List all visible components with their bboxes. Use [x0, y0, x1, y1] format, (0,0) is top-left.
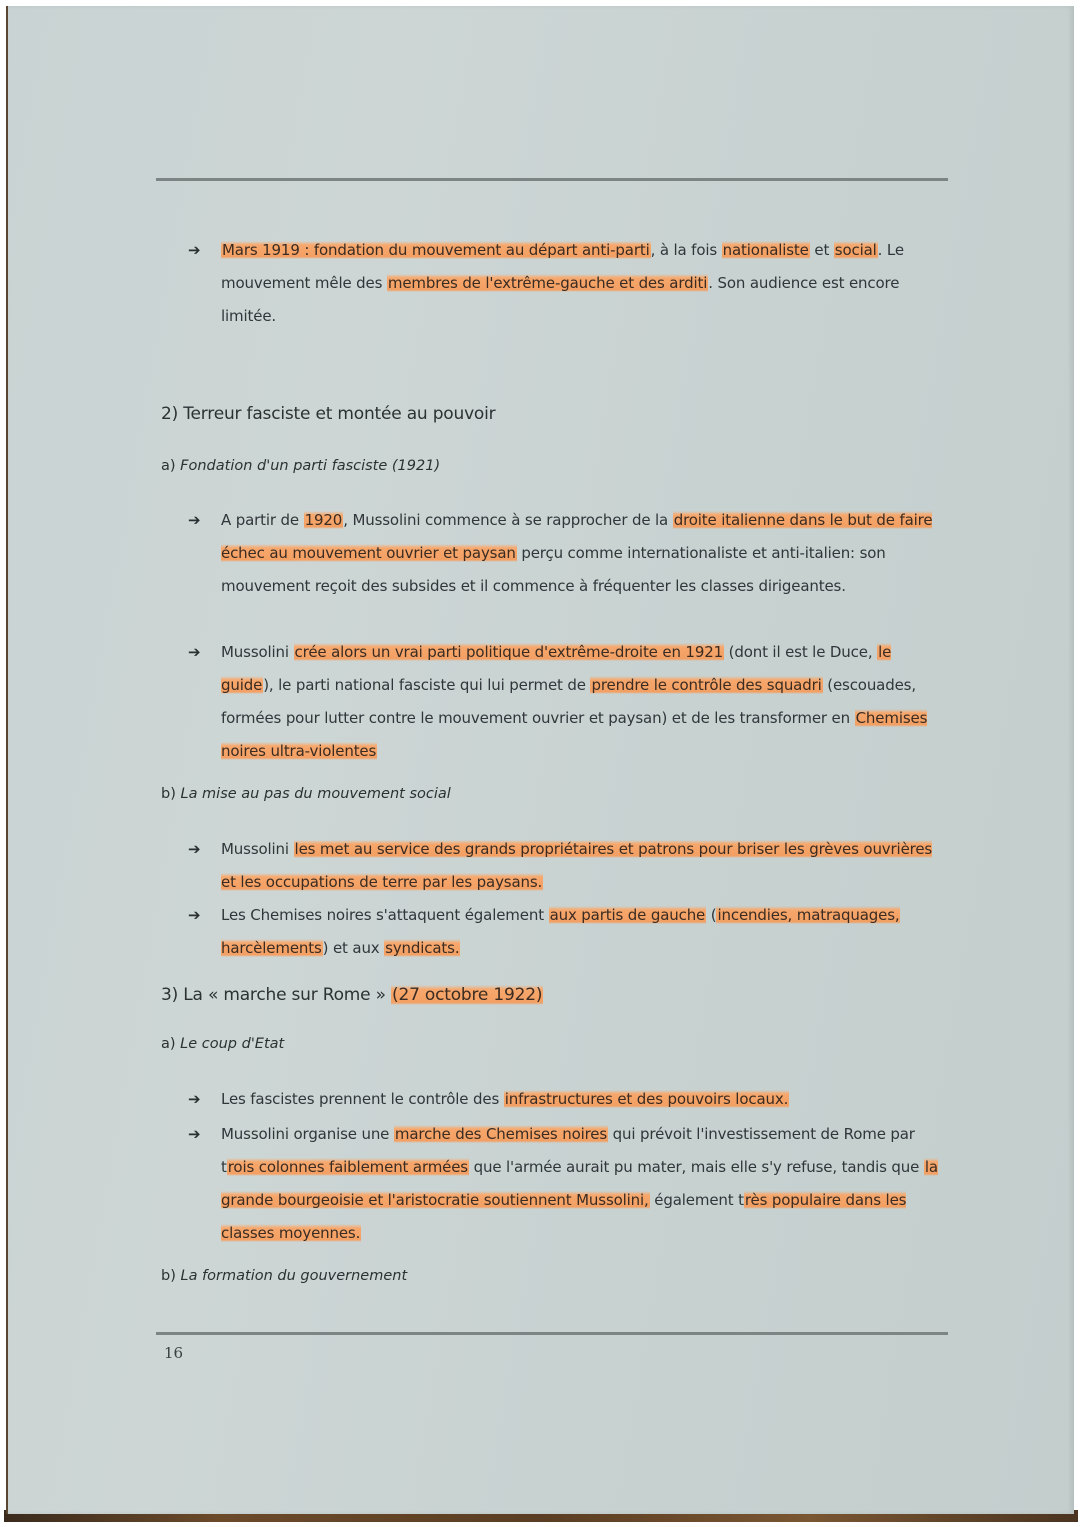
bullet-text: [221, 636, 938, 768]
highlighted-text: la grande bourgeoisie et l'aristocratie soutiennent Mussolini,: [221, 1158, 938, 1209]
arrow-right-icon: ➔: [188, 643, 201, 661]
highlighted-text: aux partis de gauche: [549, 906, 706, 924]
plain-text: ), le parti national fasciste qui lui permet de: [263, 676, 591, 694]
highlighted-text: droite italienne dans le but de faire échec au mouvement ouvrier et paysan: [221, 511, 933, 562]
highlighted-text: nationaliste: [722, 241, 809, 259]
plain-text: que l'armée aurait pu mater, mais elle s'y refuse, tandis que: [468, 1158, 924, 1176]
arrow-right-icon: ➔: [188, 241, 201, 259]
highlighted-text: rois colonnes faiblement armées: [227, 1158, 468, 1176]
highlighted-text: marche des Chemises noires: [394, 1125, 608, 1143]
plain-text: . Son audience est encore limitée.: [221, 274, 900, 325]
bullet-3a-2: [188, 1118, 938, 1250]
plain-text: et: [809, 241, 834, 259]
bullet-text: [221, 504, 938, 603]
highlighted-text: les met au service des grands propriétaires et patrons pour briser les grèves ouvrières et les occupations de terre par les paysans.: [221, 840, 933, 891]
highlighted-text: infrastructures et des pouvoirs locaux.: [504, 1090, 789, 1108]
bullet-2a-1: [188, 504, 938, 603]
page-number: 16: [164, 1344, 184, 1362]
plain-text: , à la fois: [650, 241, 722, 259]
bullet-text: [221, 1118, 938, 1250]
section-3a-label: a): [161, 1036, 181, 1052]
highlighted-text: 1920: [304, 511, 343, 529]
arrow-right-icon: ➔: [188, 906, 201, 924]
paper-page: [6, 6, 1074, 1514]
bullet-text: [221, 1083, 938, 1116]
section-3-title: [161, 985, 543, 1005]
plain-text: ) et aux: [322, 939, 385, 957]
highlighted-text: Chemises noires ultra-violentes: [221, 709, 928, 760]
highlighted-text: incendies, matraquages, harcèlements: [221, 906, 900, 957]
highlighted-text: crée alors un vrai parti politique d'extrême-droite en 1921: [294, 643, 723, 661]
plain-text: perçu comme internationaliste et anti-italien: son mouvement reçoit des subsides et il commence à fréquenter les classes dirigeantes.: [221, 544, 886, 595]
section-3b-heading: [161, 1268, 407, 1284]
section-3a-heading: [161, 1036, 284, 1052]
arrow-right-icon: ➔: [188, 840, 201, 858]
section-2a-label: a): [161, 458, 181, 474]
section-2b-heading: [161, 786, 451, 802]
plain-text: qui prévoit l'investissement de Rome par t: [221, 1125, 915, 1176]
section-3b-label: b): [161, 1268, 181, 1284]
section-2a-title: Fondation d'un parti fasciste (1921): [180, 458, 441, 474]
section-3-date-highlight: (27 octobre 1922): [392, 985, 543, 1005]
section-2-title: 2) Terreur fasciste et montée au pouvoir: [161, 404, 496, 424]
plain-text: également t: [649, 1191, 744, 1209]
plain-text: Mussolini organise une: [221, 1125, 394, 1143]
section-2a-heading: [161, 458, 440, 474]
bullet-text: [221, 833, 938, 899]
plain-text: Les Chemises noires s'attaquent également: [221, 906, 549, 924]
section-2b-label: b): [161, 786, 181, 802]
section-3b-title: La formation du gouvernement: [180, 1268, 408, 1284]
arrow-right-icon: ➔: [188, 511, 201, 529]
plain-text: A partir de: [221, 511, 304, 529]
plain-text: , Mussolini commence à se rapprocher de la: [343, 511, 673, 529]
highlighted-text: syndicats.: [385, 939, 460, 957]
plain-text: Mussolini: [221, 643, 294, 661]
bullet-2b-1: [188, 833, 938, 899]
bullet-2b-2: [188, 899, 938, 965]
highlighted-text: prendre le contrôle des squadri: [591, 676, 822, 694]
bullet-2a-2: [188, 636, 938, 768]
plain-text: Mussolini: [221, 840, 294, 858]
highlighted-text: membres de l'extrême-gauche et des arditi: [387, 274, 708, 292]
highlighted-text: le guide: [221, 643, 892, 694]
highlighted-text: social: [834, 241, 877, 259]
plain-text: (dont il est le Duce,: [724, 643, 878, 661]
bullet-text: [221, 899, 938, 965]
highlighted-text: Mars 1919 : fondation du mouvement au départ anti-parti: [222, 241, 650, 259]
bullet-text: [221, 234, 938, 333]
plain-text: . Le mouvement mêle des: [221, 241, 904, 292]
plain-text: (escouades, formées pour lutter contre le mouvement ouvrier et paysan) et de les transformer en: [221, 676, 916, 727]
arrow-right-icon: ➔: [188, 1125, 201, 1143]
section-3-title-text: 3) La « marche sur Rome »: [161, 985, 392, 1005]
bullet-3a-1: [188, 1083, 938, 1116]
section-3a-title: Le coup d'Etat: [180, 1036, 285, 1052]
plain-text: Les fascistes prennent le contrôle des: [221, 1090, 504, 1108]
footer-rule: [156, 1332, 948, 1335]
header-rule: [156, 178, 948, 181]
intro-bullet: [188, 234, 938, 333]
highlighted-text: rès populaire dans les classes moyennes.: [221, 1191, 907, 1242]
plain-text: (: [706, 906, 717, 924]
arrow-right-icon: ➔: [188, 1090, 201, 1108]
section-2b-title: La mise au pas du mouvement social: [180, 786, 451, 802]
